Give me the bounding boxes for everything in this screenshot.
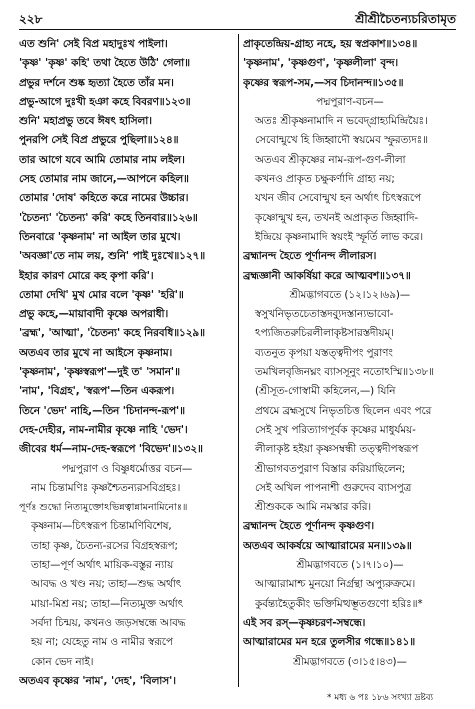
left-text-line: তোমা দেখি' মুখ মোর বলে 'কৃষ্ণ' 'হরি'॥ <box>19 288 184 301</box>
left-text-line: কোন ভেদ নাই। <box>31 655 94 668</box>
right-text-line: কখনও প্রাকৃত চক্ষুকর্ণাদি গ্রাহ্য নয়; <box>255 173 395 186</box>
right-text-line: আত্মারামাশ্চ মুনয়ো নির্গ্রন্থা অপ্যুরুক্রমে। <box>255 578 416 591</box>
left-text-line: প্রভু কহে,—মায়াবাদী কৃষ্ণে অপরাধী। <box>19 308 169 321</box>
page-number: ২২৮ <box>19 12 43 26</box>
left-text-line: তিনবারে 'কৃষ্ণনাম' না আইল তার মুখে। <box>19 230 181 243</box>
left-text-line: শুনি' মহাপ্রভু তবে ঈষৎ হাসিলা। <box>19 115 152 128</box>
left-text-line: কৃষ্ণনাম—চিৎস্বরূপ চিন্তামণিবিশেষ, <box>31 520 172 533</box>
right-text-line: 'কৃষ্ণনাম', 'কৃষ্ণগুণ', 'কৃষ্ণলীলা' বৃন্দ। <box>243 57 399 70</box>
right-text-line: লীলাকৃষ্ট হইয়া কৃষ্ণসম্বন্ধী তত্ত্বদীপস্বরূপ <box>255 443 419 456</box>
right-text-line: যখন জীব সেবোন্মুখ হন অর্থাৎ চিৎস্বরূপে <box>255 192 422 205</box>
left-text-line: মায়া-মিশ্র নয়; তাহা—নিত্যমুক্ত অর্থাৎ <box>31 597 184 610</box>
right-text-line: প্রাকৃতেন্দ্রিয়-গ্রাহ্য নহে, হয় স্বপ্রকাশ॥১৩৪॥ <box>243 38 418 50</box>
right-text-line: কৃষ্ণোন্মুখ হন, তখনই অপ্রাকৃত জিহ্বাদি- <box>255 211 419 224</box>
left-column <box>19 35 235 691</box>
right-text-line: সেই অখিল পাপনাশী গুরুদেব ব্যাসপুত্র <box>255 481 412 494</box>
right-text-line: আত্মারামের মন হরে তুলসীর গন্ধে॥১৪১॥ <box>243 636 416 649</box>
left-text-line: পূর্ণঃ শুদ্ধো নিত্যমুক্তোঽভিন্নত্বান্নামনামিনোঃ॥ <box>19 502 188 514</box>
right-text-line: ইন্দ্রিয়ে কৃষ্ণনামাদি স্বয়ংই স্ফূর্তি লাভ করে। <box>255 230 424 243</box>
right-text-line: কৃষ্ণের স্বরূপ-সম,—সব চিদানন্দ॥১৩৫॥ <box>243 76 404 89</box>
right-text-line: শ্রীভাগবতপুরাণ বিস্তার করিয়াছিলেন; <box>255 462 406 475</box>
left-text-line: অতএব তার মুখে না আইসে কৃষ্ণনাম। <box>19 346 173 359</box>
right-text-line: (শ্রীসূত-গোস্বামী কহিলেন,—) যিনি <box>255 385 396 398</box>
right-text-line: অতঃ শ্রীকৃষ্ণনামাদি ন ভবেদ্গ্রাহ্যমিন্দ্রিয়ৈঃ। <box>255 115 428 128</box>
right-column <box>243 35 457 672</box>
left-text-line: 'কৃষ্ণ' 'কৃষ্ণ' কহি' তথা হৈতে উঠি' গেলা॥ <box>19 57 190 70</box>
right-text-line: ঽপ্যজিতরুচিরলীলাকৃষ্টসারস্তদীয়ম্। <box>255 327 394 340</box>
left-text-line: আবদ্ধ ও খণ্ড নয়; তাহা—শুদ্ধ অর্থাৎ <box>31 578 182 591</box>
left-text-line: তিনে 'ভেদ' নাহি,—তিন 'চিদানন্দ-রূপ'॥ <box>19 404 185 417</box>
left-text-line: অতএব কৃষ্ণের 'নাম', 'দেহ', 'বিলাস'। <box>19 674 176 687</box>
right-text-line: কুর্বন্ত্যহৈতুকীং ভক্তিমিত্থম্ভূতগুণো হরিঃ॥* <box>255 597 423 610</box>
right-text-line: স্বসুখনিভৃতচেতাস্তদ্ব্যুদস্তান্যভাবো- <box>255 308 394 321</box>
left-text-line: তাহা—পূর্ণ অর্থাৎ মায়িক-বস্তুর ন্যায় <box>31 559 174 572</box>
left-text-line: ইহার কারণ মোরে কহ কৃপা করি'। <box>19 269 154 282</box>
left-text-line: সর্বদা চিন্ময়, কখনও জড়সম্বন্ধে আবদ্ধ <box>31 616 186 629</box>
right-text-line: পদ্মপুরাণ-বচন— <box>316 95 384 108</box>
right-text-line: অতএব আকর্ষয়ে আত্মারামের মন॥১৩৯॥ <box>243 539 412 552</box>
left-text-line: সেহ তোমার নাম জানে,—আপনে কহিল॥ <box>19 173 189 186</box>
left-text-line: 'চৈতন্য' 'চৈতন্য' করি' কহে তিনবার॥১২৬॥ <box>19 211 198 224</box>
left-text-line: 'ব্রহ্ম', 'আত্মা', 'চৈতন্য' কহে নিরবধি॥১২৯॥ <box>19 327 205 340</box>
right-text-line: সেই সুখ পরিত্যাগপূর্বক কৃষ্ণের মাধুর্যময়- <box>255 423 416 436</box>
running-title: শ্রীশ্রীচৈতন্যচরিতামৃত <box>355 12 456 26</box>
right-text-line: প্রথমে ব্রহ্মসুখে নিভৃতচিত্ত ছিলেন এবং পরে <box>255 404 432 417</box>
right-text-line: শ্রীমদ্ভাগবতে (৩।১৫।৪৩)— <box>293 655 407 668</box>
left-text-line: তাহা কৃষ্ণ, চৈতন্য-রসের বিগ্রহস্বরূপ; <box>31 539 178 552</box>
column-divider <box>238 34 239 687</box>
left-text-line: পুনরপি সেই বিপ্র প্রভুরে পুছিলা॥১২৪॥ <box>19 134 179 147</box>
left-text-line: 'অবজ্ঞা'তে নাম লয়, শুনি' পাই দুঃখে॥১২৭॥ <box>19 250 206 263</box>
left-text-line: জীবের ধর্ম—নাম-দেহ-স্বরূপে 'বিভেদ'॥১৩২॥ <box>19 443 203 456</box>
right-text-line: শ্রীমদ্ভাগবতে (১।৭।১০)— <box>296 559 404 572</box>
left-text-line: প্রভুর দর্শনে শুষ্ক হৃত্যা হৈতে তাঁর মন। <box>19 76 174 89</box>
right-text-line: তমখিলবৃজিনঘ্নং ব্যাসসূনুং নতোঽস্মি॥১৩৮॥ <box>255 366 434 379</box>
left-text-line: নাম চিন্তামণিঃ কৃষ্ণশ্চৈতন্যরসবিগ্রহঃ। <box>31 481 181 494</box>
left-text-line: 'কৃষ্ণনাম', 'কৃষ্ণস্বরূপ'—দুই ত' 'সমান'॥ <box>19 366 180 379</box>
right-text-line: ব্যতনুত কৃপয়া যস্তত্ত্বদীপং পুরাণং <box>255 346 393 359</box>
right-text-line: শ্রীশুককে আমি নমস্কার করি। <box>255 501 372 514</box>
left-text-line: পদ্মপুরাণ ও বিষ্ণুধর্মোত্তর বচন— <box>61 462 193 475</box>
left-text-line: প্রভু-আগে দুঃখী হঞা কহে বিবরণ॥১২৩॥ <box>19 95 191 108</box>
footnote: * মধ্য ৬ পঃ ১৮৬ সংখ্যা দ্রষ্টব্য <box>327 693 434 703</box>
right-text-line: অতএব শ্রীকৃষ্ণের নাম-রূপ-গুণ-লীলা <box>255 153 406 166</box>
left-text-line: এত শুনি' সেই বিপ্র মহাদুঃখ পাইলা। <box>19 38 168 50</box>
left-text-line: 'নাম', 'বিগ্রহ', 'স্বরূপ'—তিন একরূপ। <box>19 385 175 398</box>
right-text-line: ব্রহ্মানন্দ হৈতে পূর্ণানন্দ কৃষ্ণগুণ। <box>243 520 375 533</box>
right-text-line: সেবোন্মুখে হি জিহ্বাদৌ স্বয়মেব স্ফুরত্যদঃ॥ <box>255 134 428 147</box>
left-text-line: তার আগে যবে আমি তোমার নাম লইল। <box>19 153 185 166</box>
right-text-line: এই সব রস্—কৃষ্ণচরণ-সম্বন্ধে। <box>243 616 366 629</box>
page-header <box>19 10 456 30</box>
right-text-line: ব্রহ্মজ্ঞানী আকর্ষিয়া করে আত্মবশ॥১৩৭॥ <box>243 269 411 282</box>
right-text-line: ব্রহ্মানন্দ হৈতে পূর্ণানন্দ লীলারস। <box>243 250 377 263</box>
right-text-line: শ্রীমদ্ভাগবতে (১২।১২।৬৯)— <box>289 288 411 301</box>
left-text-line: দেহ-দেহীর, নাম-নামীর কৃষ্ণে নাহি 'ভেদ'। <box>19 423 188 436</box>
left-text-line: তোমার 'দোষ' কহিতে করে নামের উচ্চার। <box>19 192 189 205</box>
left-text-line: হয় না; যেহেতু নাম ও নামীর স্বরূপে <box>31 636 173 649</box>
